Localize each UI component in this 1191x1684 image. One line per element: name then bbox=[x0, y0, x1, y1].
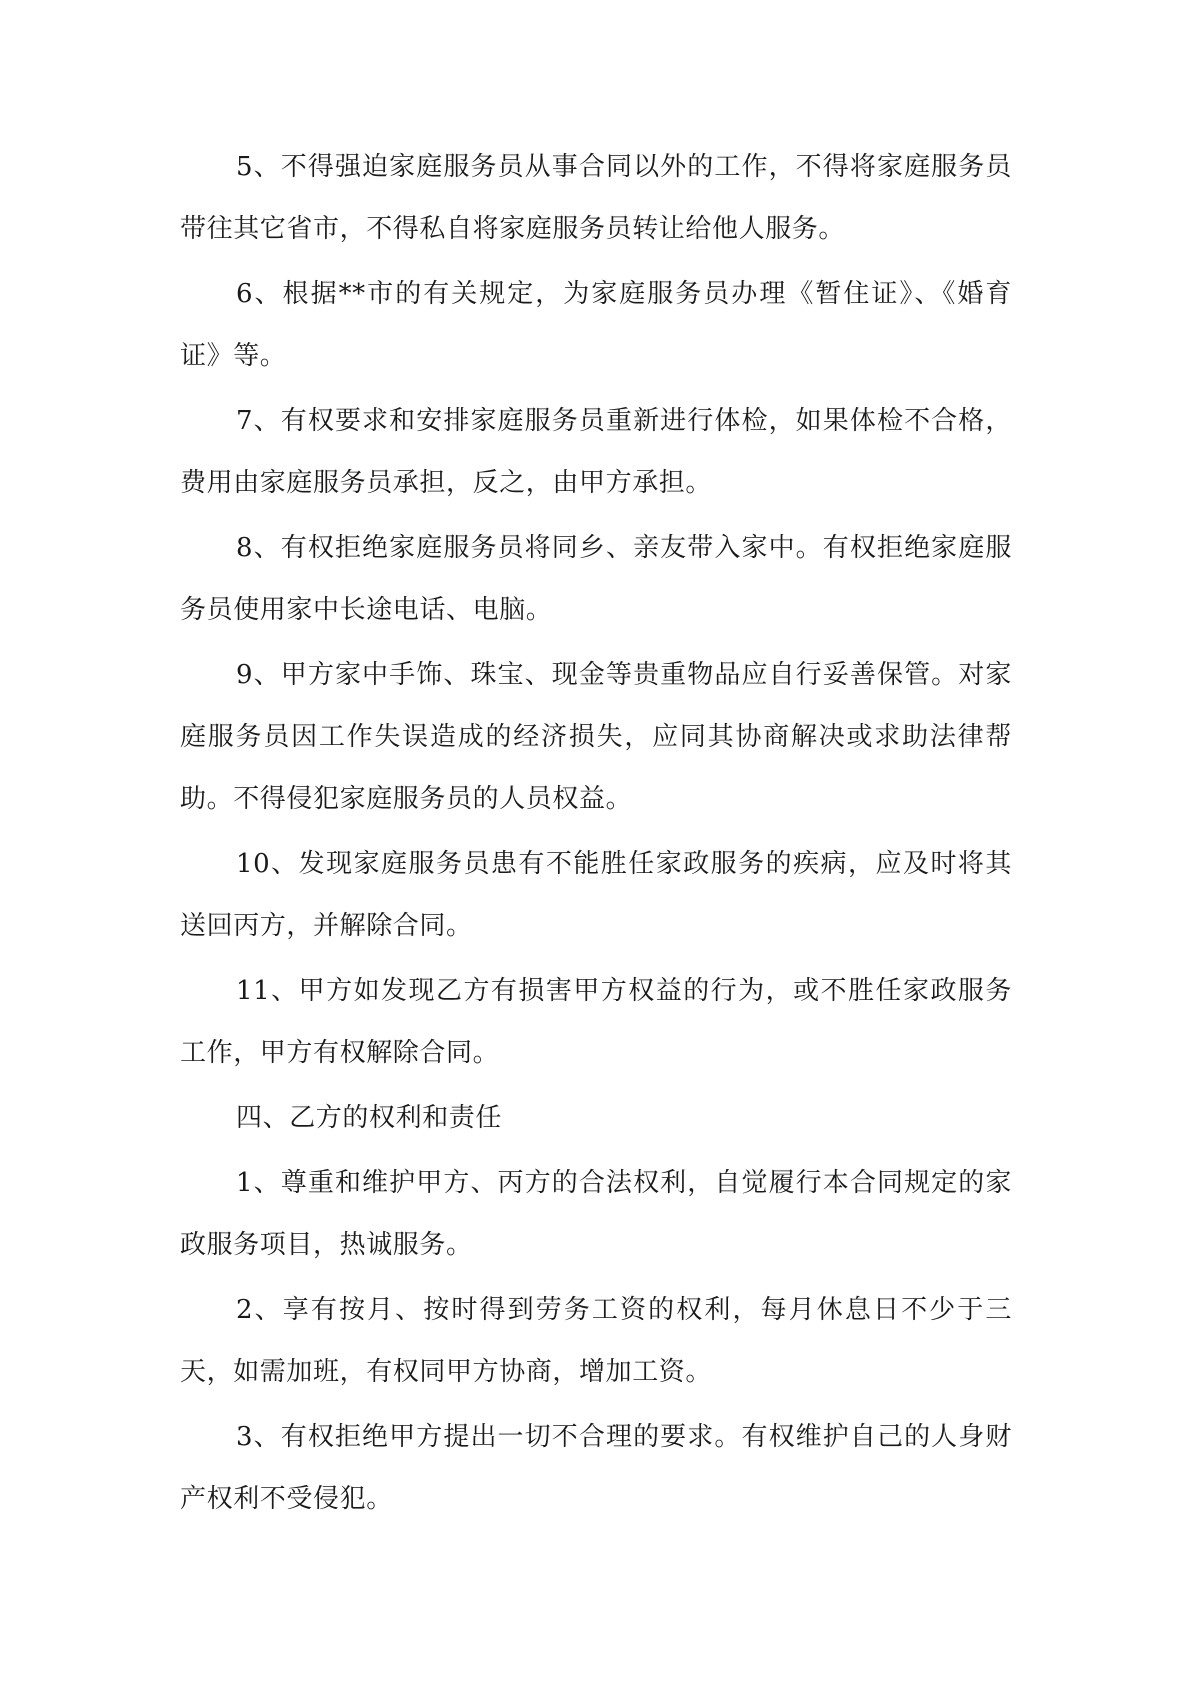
clause-employer-10: 10、发现家庭服务员患有不能胜任家政服务的疾病，应及时将其送回丙方，并解除合同。 bbox=[180, 849, 1012, 941]
clause-employer-9: 9、甲方家中手饰、珠宝、现金等贵重物品应自行妥善保管。对家庭服务员因工作失误造成的经济损失，应同其协商解决或求助法律帮助。不得侵犯家庭服务员的人员权益。 bbox=[180, 660, 1012, 814]
clause-employer-11: 11、甲方如发现乙方有损害甲方权益的行为，或不胜任家政服务工作，甲方有权解除合同。 bbox=[180, 976, 1012, 1068]
clause-employer-5: 5、不得强迫家庭服务员从事合同以外的工作，不得将家庭服务员带往其它省市，不得私自将家庭服务员转让给他人服务。 bbox=[180, 152, 1012, 244]
clause-employer-8: 8、有权拒绝家庭服务员将同乡、亲友带入家中。有权拒绝家庭服务员使用家中长途电话、电脑。 bbox=[180, 533, 1012, 625]
section-heading-party-b: 四、乙方的权利和责任 bbox=[236, 1103, 503, 1133]
clause-employer-6: 6、根据**市的有关规定，为家庭服务员办理《暂住证》、《婚育证》等。 bbox=[180, 279, 1012, 371]
clause-worker-3: 3、有权拒绝甲方提出一切不合理的要求。有权维护自己的人身财产权利不受侵犯。 bbox=[180, 1422, 1012, 1514]
clause-worker-1: 1、尊重和维护甲方、丙方的合法权利，自觉履行本合同规定的家政服务项目，热诚服务。 bbox=[180, 1168, 1012, 1260]
clause-employer-7: 7、有权要求和安排家庭服务员重新进行体检，如果体检不合格，费用由家庭服务员承担，反之，由甲方承担。 bbox=[180, 406, 1012, 498]
document-body bbox=[180, 136, 1012, 1533]
clause-worker-2: 2、享有按月、按时得到劳务工资的权利，每月休息日不少于三天，如需加班，有权同甲方协商，增加工资。 bbox=[180, 1295, 1012, 1387]
